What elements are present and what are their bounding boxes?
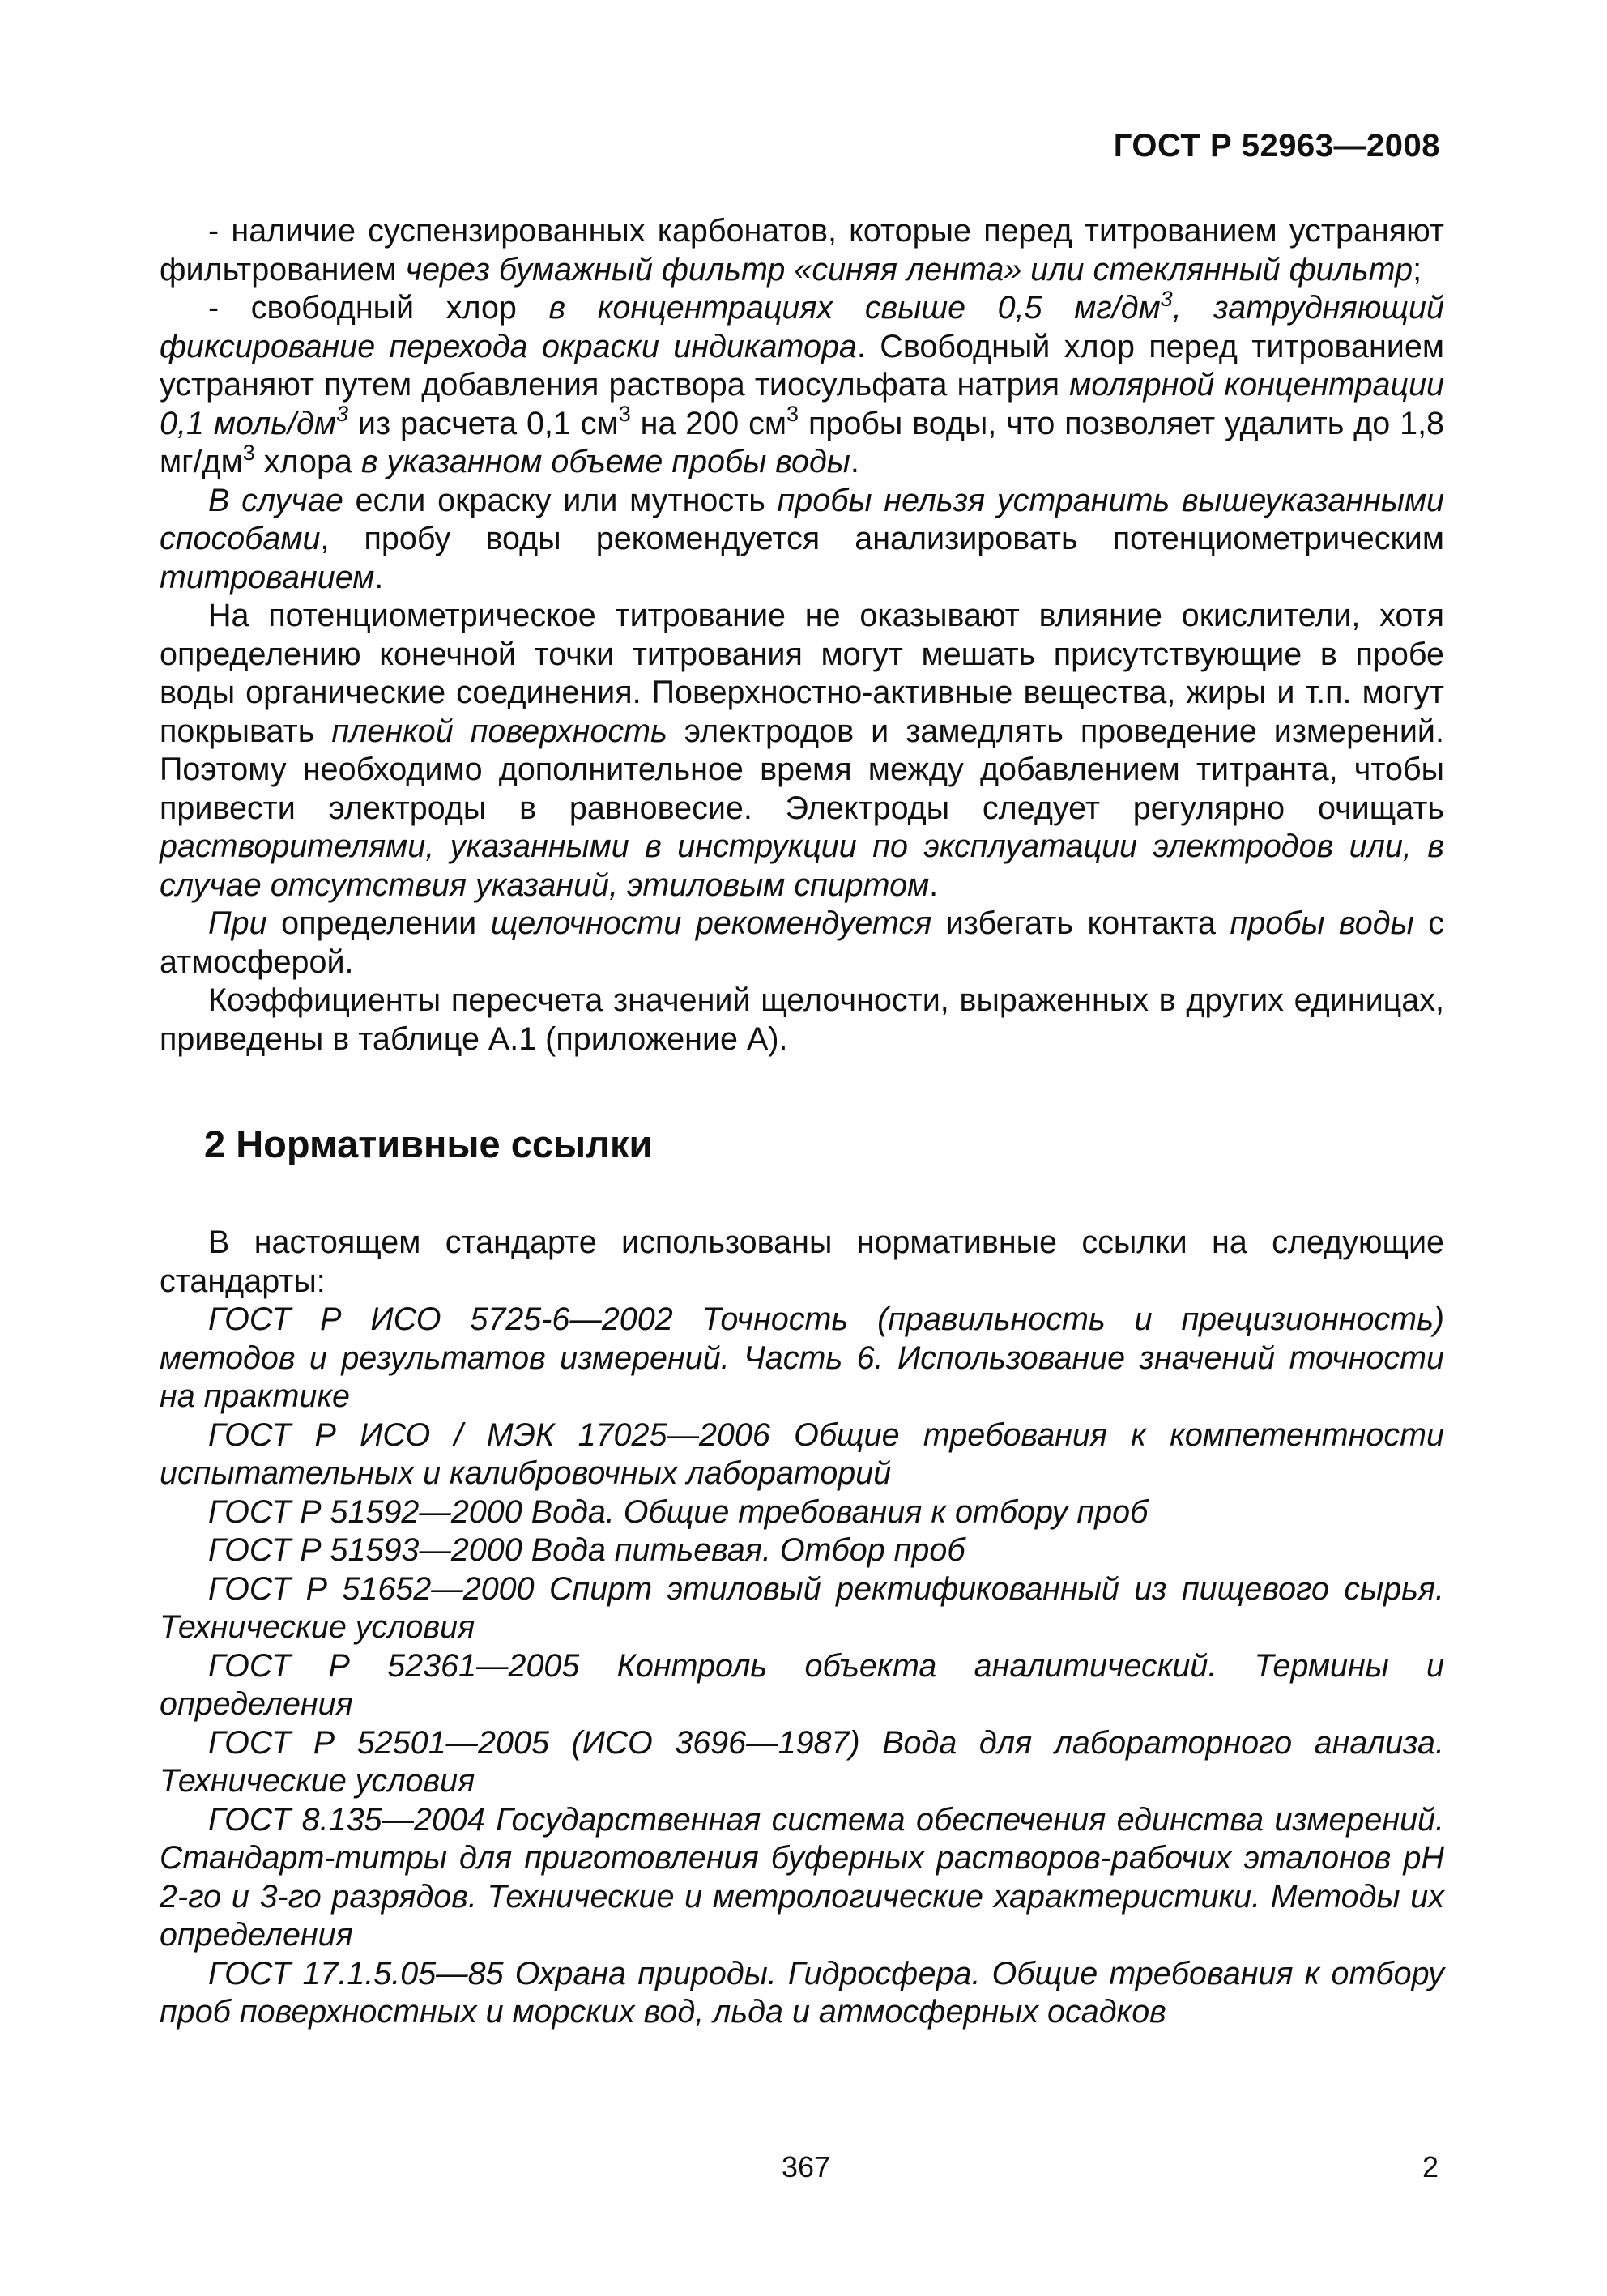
collection-page-number: 367 bbox=[782, 2150, 831, 2183]
text-run: избегать контакта bbox=[931, 905, 1230, 941]
text-run: . bbox=[374, 559, 384, 595]
text-run: На потенциометрическое титрование не оказывают влияние окислители, хотя определению конечной точки титрования могут мешать присутствующие в пробе воды органические соединения. Поверхностно-активные вещества, жиры и т.п. могут покрывать bbox=[160, 598, 1444, 749]
superscript: 3 bbox=[1160, 286, 1173, 311]
text-run: , пробу воды рекомендуется анализировать потенциометрическим bbox=[320, 521, 1444, 556]
text-run: пробы воды, что позволяет удалить до 1,8 мг/дм bbox=[160, 405, 1445, 479]
text-run-italic: пробы воды bbox=[1230, 905, 1414, 941]
references-intro: В настоящем стандарте использованы нормативные ссылки на следующие стандарты: bbox=[160, 1225, 1444, 1299]
text-run: ; bbox=[1413, 251, 1422, 288]
page-number: 2 bbox=[1422, 2150, 1439, 2183]
reference-item: ГОСТ Р 52361—2005 Контроль объекта аналитический. Термины и определения bbox=[160, 1647, 1444, 1722]
section-heading: 2 Нормативные ссылки bbox=[204, 1122, 653, 1165]
text-run: определении bbox=[266, 905, 491, 941]
text-run: . bbox=[929, 867, 939, 903]
paragraph-potentiometric bbox=[160, 597, 1444, 905]
reference-item: ГОСТ Р ИСО / МЭК 17025—2006 Общие требования к компетентности испытательных и калибровочных лабораторий bbox=[160, 1416, 1444, 1491]
paragraph-atmosphere bbox=[160, 905, 1444, 982]
reference-item: ГОСТ Р ИСО 5725-6—2002 Точность (правильность и прецизионность) методов и результатов измерений. Часть 6. Использование значений точности на практике bbox=[160, 1301, 1444, 1414]
text-run-italic: В случае bbox=[208, 482, 343, 518]
paragraph-carbonates bbox=[160, 212, 1444, 289]
document-code-header: ГОСТ Р 52963—2008 bbox=[1113, 128, 1440, 164]
reference-item: ГОСТ Р 51593—2000 Вода питьевая. Отбор проб bbox=[208, 1532, 965, 1568]
text-run: электродов и замедлять проведение измерений. Поэтому необходимо дополнительное время между добавлением титранта, чтобы привести электроды в равновесие. Электроды следует регулярно очищать bbox=[160, 713, 1444, 826]
text-run-italic: При bbox=[208, 905, 267, 941]
text-run-italic: титрованием bbox=[160, 559, 375, 595]
paragraph-free-chlorine bbox=[160, 286, 1445, 482]
text-run-italic: в указанном объеме пробы воды bbox=[360, 444, 850, 479]
reference-item: ГОСТ Р 51652—2000 Спирт этиловый ректификованный из пищевого сырья. Технические условия bbox=[160, 1570, 1444, 1645]
text-run: если окраску или мутность bbox=[343, 482, 778, 518]
page-content bbox=[160, 212, 1444, 2032]
text-run: - свободный хлор bbox=[208, 290, 549, 326]
text-run: хлора bbox=[254, 444, 361, 479]
text-run-italic: щелочности рекомендуется bbox=[490, 905, 932, 941]
text-run: из расчета 0,1 см bbox=[347, 405, 619, 441]
text-run: . Свободный хлор перед титрованием устраняют путем добавления раствора тиосульфата натрия bbox=[160, 328, 1444, 403]
text-run-italic: через бумажный фильтр «синяя лента» или стеклянный фильтр bbox=[405, 251, 1413, 288]
reference-item: ГОСТ Р 52501—2005 (ИСО 3696—1987) Вода для лабораторного анализа. Технические условия bbox=[160, 1724, 1444, 1799]
paragraph-color-turbidity bbox=[160, 482, 1444, 598]
text-run: с атмосферой. bbox=[160, 905, 1444, 980]
references-list bbox=[160, 1301, 1444, 2032]
paragraph-coefficients: Коэффициенты пересчета значений щелочности, выраженных в других единицах, приведены в таблице А.1 (приложение А). bbox=[160, 982, 1444, 1057]
text-run: . bbox=[850, 444, 859, 479]
text-run-italic: пленкой поверхность bbox=[331, 713, 667, 749]
reference-item: ГОСТ 8.135—2004 Государственная система обеспечения единства измерений. Стандарт-титры для приготовления буферных растворов-рабочих эталонов pH 2-го и 3-го разрядов. Технические и метрологические характеристики. Методы их определения bbox=[160, 1801, 1444, 1953]
text-run-italic: пробы нельзя устранить вышеуказанными способами bbox=[160, 482, 1444, 556]
text-run: , затрудняющий фиксирование перехода окраски индикатора bbox=[160, 290, 1444, 364]
text-run-italic: растворителями, указанными в инструкции по эксплуатации электродов или, в случае отсутствия указаний, этиловым спиртом bbox=[160, 829, 1444, 903]
reference-item: ГОСТ 17.1.5.05—85 Охрана природы. Гидросфера. Общие требования к отбору проб поверхностных и морских вод, льда и атмосферных осадков bbox=[160, 1955, 1444, 2030]
superscript: 3 bbox=[786, 402, 799, 427]
text-run: молярной концентрации 0,1 моль/дм bbox=[160, 367, 1445, 441]
superscript: 3 bbox=[242, 440, 255, 465]
text-run: - наличие суспензированных карбонатов, которые перед титрованием устраняют фильтрованием bbox=[160, 213, 1444, 288]
superscript: 3 bbox=[335, 402, 348, 427]
text-run: в концентрациях свыше 0,5 мг/дм bbox=[548, 290, 1161, 326]
text-run: на 200 см bbox=[630, 405, 787, 441]
superscript: 3 bbox=[618, 402, 631, 427]
reference-item: ГОСТ Р 51592—2000 Вода. Общие требования к отбору проб bbox=[208, 1493, 1149, 1530]
